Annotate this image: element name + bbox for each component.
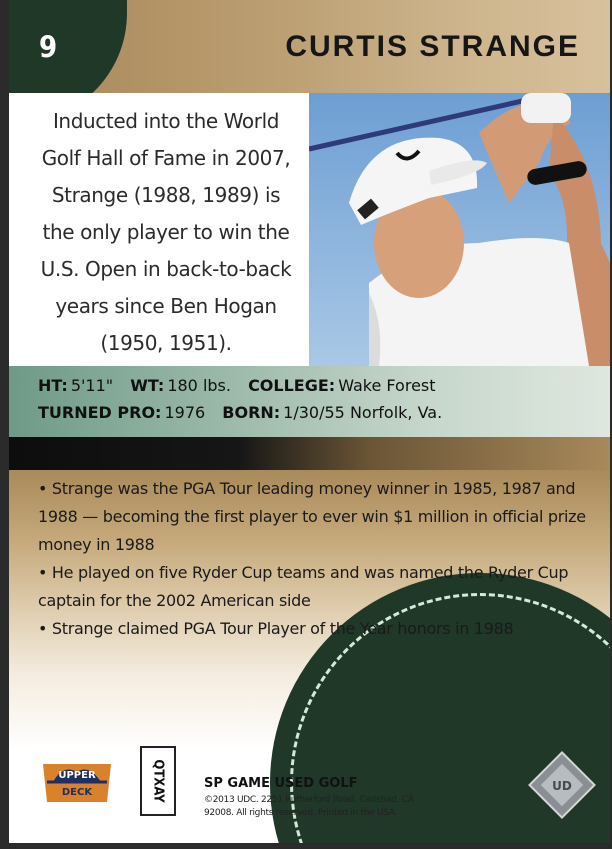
card-header: [9, 0, 610, 93]
hologram-diamond: [527, 750, 597, 820]
weight-value: 180 lbs.: [167, 376, 231, 395]
upper-deck-logo-icon: [39, 758, 115, 808]
fact-item: • He played on five Ryder Cup teams and was named the Ryder Cup captain for the 2002 American side: [38, 563, 569, 610]
height-value: 5'11": [70, 376, 114, 395]
set-title: SP GAME USED GOLF: [204, 776, 358, 791]
card-code: QTXAY: [150, 759, 166, 803]
college-value: Wake Forest: [338, 376, 436, 395]
svg-text:UPPER: UPPER: [58, 770, 96, 781]
height-label: HT:: [38, 376, 68, 395]
upper-deck-logo: [39, 758, 115, 808]
turned-pro-value: 1976: [164, 403, 206, 422]
bio-panel: [9, 93, 309, 366]
born-value: 1/30/55 Norfolk, Va.: [283, 403, 443, 422]
svg-text:DECK: DECK: [61, 787, 93, 798]
card-code-box: [140, 746, 176, 816]
legal-text: ©2013 UDC. 2251 Rutherford Road, Carlsbad, CA 92008. All rights reserved. Printed in the USA.: [204, 795, 414, 818]
player-photo: [309, 93, 610, 366]
career-facts: [38, 475, 598, 643]
stats-line-1: [38, 376, 436, 395]
weight-label: WT:: [130, 376, 165, 395]
player-bio: Inducted into the World Golf Hall of Fame in 2007, Strange (1988, 1989) is the only player to win the U.S. Open in back-to-back years since Ben Hogan (1950, 1951).: [40, 109, 292, 355]
card-number: 9: [39, 30, 58, 64]
player-name: CURTIS STRANGE: [285, 30, 580, 63]
hologram-icon: [527, 750, 597, 820]
turned-pro-label: TURNED PRO:: [38, 403, 162, 422]
golfer-photo-illustration: [309, 93, 610, 366]
born-label: BORN:: [222, 403, 281, 422]
fact-item: • Strange claimed PGA Tour Player of the Year honors in 1988: [38, 619, 514, 638]
divider-band: [9, 437, 610, 470]
stats-line-2: [38, 403, 442, 422]
player-stats: [9, 366, 610, 437]
trading-card-back: [9, 0, 610, 843]
college-label: COLLEGE:: [248, 376, 336, 395]
svg-text:UD: UD: [552, 779, 572, 793]
fact-item: • Strange was the PGA Tour leading money winner in 1985, 1987 and 1988 — becoming the first player to ever win $1 million in official prize money in 1988: [38, 479, 586, 554]
